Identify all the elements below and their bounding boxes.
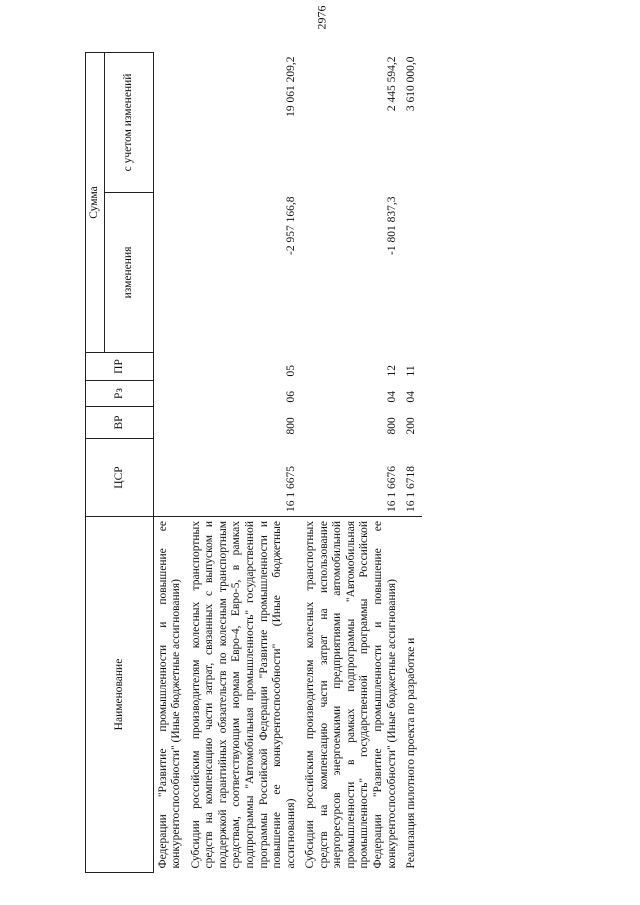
row-csr: 16 1 6675 xyxy=(284,466,297,512)
row-vr xyxy=(153,407,187,439)
row-total: 2 445 594,2 xyxy=(385,56,398,112)
row-csr: 16 1 6676 xyxy=(385,466,398,512)
header-rz: Рз xyxy=(86,381,154,407)
table-row xyxy=(153,52,187,872)
header-pr: ПР xyxy=(86,353,154,381)
row-vr: 800 xyxy=(385,417,398,435)
budget-table xyxy=(85,52,422,873)
row-change: -2 957 166,8 xyxy=(284,196,297,255)
table-row xyxy=(301,52,402,872)
row-change xyxy=(402,193,422,353)
row-pr xyxy=(153,353,187,381)
row-total: 19 061 209,2 xyxy=(284,56,297,117)
table-row xyxy=(402,52,422,872)
page-number: 2976 xyxy=(314,5,329,30)
row-pr: 05 xyxy=(284,365,297,377)
table-header xyxy=(86,52,154,872)
header-with-changes: с учетом изменений xyxy=(104,52,153,192)
header-vr: ВР xyxy=(86,407,154,439)
row-pr: 11 xyxy=(405,365,418,377)
row-change xyxy=(153,193,187,353)
row-rz: 04 xyxy=(405,391,418,403)
header-name: Наименование xyxy=(86,517,154,873)
row-name: Реализация пилотного проекта по разработке и xyxy=(402,517,422,873)
header-summa: Сумма xyxy=(86,52,105,352)
header-changes: изменения xyxy=(104,193,153,353)
row-name: Субсидии российским производителям колесных транспортных средств на компенсацию части затрат на использование энергоресурсов энергоемкими предприятиями автомобильной промышленности в рамках подпрограммы "Автомобильная промышленность" государственной программы Российской Федерации "Развитие промышленности и повышение ее конкурентоспособности" (Иные бюджетные ассигнования) xyxy=(301,517,402,873)
row-change: -1 801 837,3 xyxy=(385,196,398,255)
header-csr: ЦСР xyxy=(86,439,154,517)
row-total xyxy=(153,52,187,192)
row-rz: 06 xyxy=(284,391,297,403)
row-vr: 200 xyxy=(405,417,418,435)
row-name: Субсидии российским производителям колесных транспортных средств на компенсацию части затрат, связанных с выпуском и поддержкой гарантийных обязательств по колесным транспортным средствам, соответствующим нормам Евро-4, Евро-5, в рамках подпрограммы "Автомобильная промышленность" государственной программы Российской Федерации "Развитие промышленности и повышение ее конкурентоспособности" (Иные бюджетные ассигнования) xyxy=(187,517,302,873)
table-row xyxy=(187,52,302,872)
row-pr: 12 xyxy=(385,365,398,377)
row-csr: 16 1 6718 xyxy=(405,466,418,512)
row-rz: 04 xyxy=(385,391,398,403)
row-csr xyxy=(153,439,187,517)
row-name: Федерации "Развитие промышленности и повышение ее конкурентоспособности" (Иные бюджетные ассигнования) xyxy=(153,517,187,873)
row-total: 3 610 000,0 xyxy=(405,56,418,112)
row-vr: 800 xyxy=(284,417,297,435)
budget-table-sheet xyxy=(85,53,555,873)
row-rz xyxy=(153,381,187,407)
table-body xyxy=(153,52,422,872)
